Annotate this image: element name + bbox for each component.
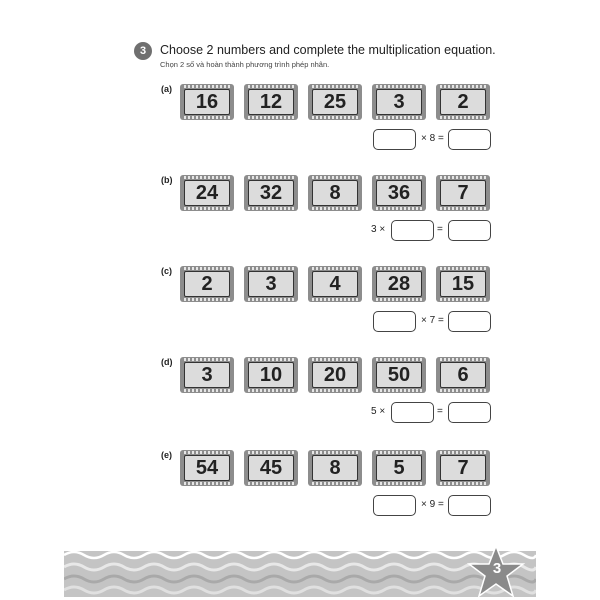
part-label: (c) [161,266,172,276]
question-number-badge [134,42,152,60]
number-card[interactable] [308,84,362,120]
card-number: 10 [259,363,283,386]
equation-operator-text: × 8 = [421,133,444,144]
part-label: (e) [161,450,172,460]
question-title: Choose 2 numbers and complete the multiplication equation. [160,43,496,57]
card-number: 3 [201,363,213,386]
number-card[interactable] [180,450,234,486]
result-box[interactable] [448,311,491,332]
part-label: (a) [161,84,172,94]
number-card[interactable] [436,175,490,211]
number-card[interactable] [436,266,490,302]
number-card[interactable] [180,175,234,211]
number-card[interactable] [436,84,490,120]
equation [0,129,600,151]
number-card[interactable] [244,266,298,302]
page-number: 3 [492,560,502,577]
number-card[interactable] [372,84,426,120]
card-number: 2 [201,272,213,295]
part-c [0,266,600,346]
number-card[interactable] [436,450,490,486]
number-card[interactable] [372,175,426,211]
part-b [0,175,600,255]
equation [0,402,600,424]
card-number: 16 [195,90,219,113]
card-number: 7 [457,456,469,479]
equation-multiplier-text: 5 × [371,406,386,417]
card-number: 15 [451,272,475,295]
number-card[interactable] [308,450,362,486]
part-d [0,357,600,437]
answer-box[interactable] [391,402,434,423]
number-card[interactable] [308,175,362,211]
number-card[interactable] [436,357,490,393]
answer-box[interactable] [373,129,416,150]
number-card[interactable] [180,266,234,302]
part-label: (d) [161,357,173,367]
number-card[interactable] [372,357,426,393]
equation [0,220,600,242]
card-number: 20 [323,363,347,386]
card-number: 32 [259,181,283,204]
equation-operator-text: × 9 = [421,499,444,510]
card-number: 3 [265,272,277,295]
number-card[interactable] [244,175,298,211]
equation [0,311,600,333]
part-label: (b) [161,175,173,185]
card-number: 2 [457,90,469,113]
number-card[interactable] [372,266,426,302]
number-card[interactable] [244,450,298,486]
number-card[interactable] [244,84,298,120]
equation-operator-text: = [437,224,443,235]
card-number: 24 [195,181,219,204]
number-card[interactable] [308,357,362,393]
number-card[interactable] [244,357,298,393]
card-number: 54 [195,456,219,479]
result-box[interactable] [448,495,491,516]
card-number: 5 [393,456,405,479]
number-card[interactable] [308,266,362,302]
answer-box[interactable] [373,311,416,332]
number-card[interactable] [180,84,234,120]
card-number: 4 [329,272,341,295]
card-number: 8 [329,456,341,479]
answer-box[interactable] [373,495,416,516]
part-a [0,84,600,164]
card-number: 50 [387,363,411,386]
number-card[interactable] [372,450,426,486]
result-box[interactable] [448,129,491,150]
card-number: 6 [457,363,469,386]
question-subtitle: Chọn 2 số và hoàn thành phương trình phép nhân. [160,60,330,69]
card-number: 45 [259,456,283,479]
card-number: 8 [329,181,341,204]
result-box[interactable] [448,220,491,241]
result-box[interactable] [448,402,491,423]
card-number: 3 [393,90,405,113]
card-number: 28 [387,272,411,295]
question-number: 3 [139,45,147,57]
card-number: 25 [323,90,347,113]
equation [0,495,600,517]
answer-box[interactable] [391,220,434,241]
equation-operator-text: = [437,406,443,417]
equation-operator-text: × 7 = [421,315,444,326]
card-number: 36 [387,181,411,204]
equation-multiplier-text: 3 × [371,224,386,235]
card-number: 7 [457,181,469,204]
number-card[interactable] [180,357,234,393]
part-e [0,450,600,530]
card-number: 12 [259,90,283,113]
